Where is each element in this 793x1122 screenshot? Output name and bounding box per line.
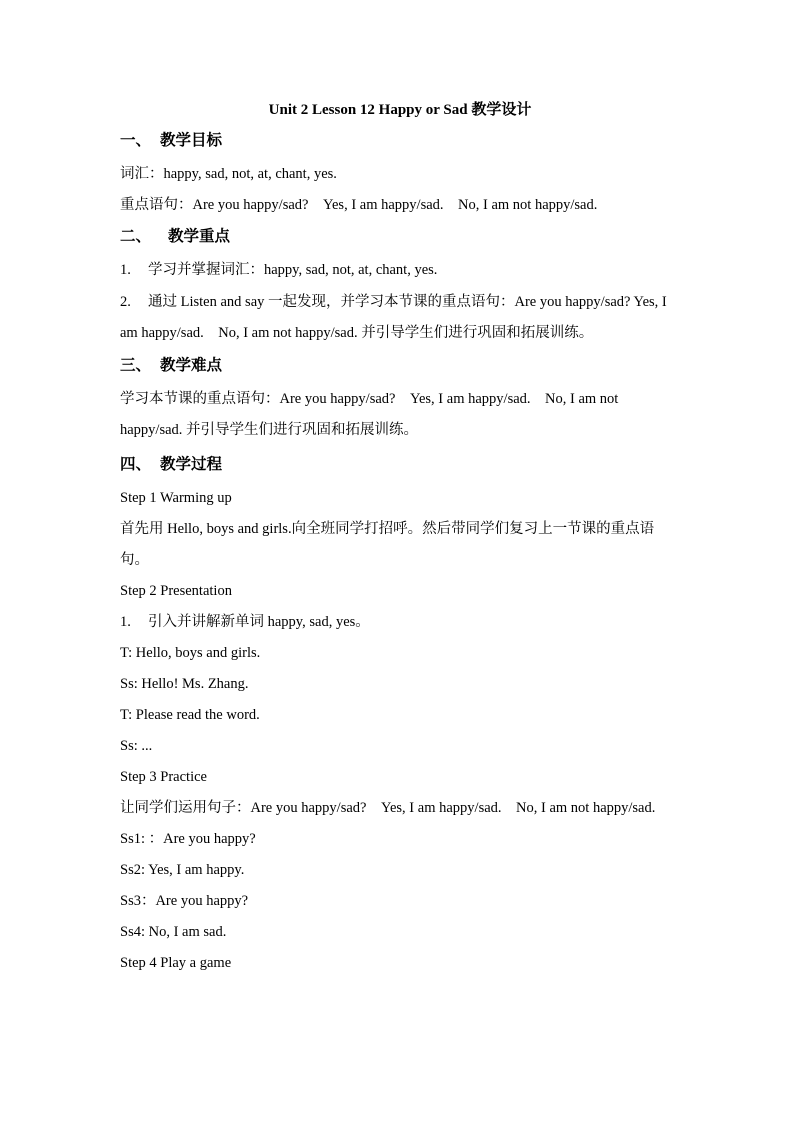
key-point-item-1	[120, 255, 680, 286]
dialog-line: Ss4: No, I am sad.	[120, 924, 227, 940]
step-heading-game: Step 4 Play a game	[120, 955, 232, 971]
section-title: 教学难点	[160, 357, 223, 374]
section-title: 教学重点	[168, 228, 231, 245]
item-text: 学习并掌握词汇：happy, sad, not, at, chant, yes.	[148, 262, 438, 278]
section-heading-difficulties	[120, 349, 680, 384]
item-text: 通过 Listen and say 一起发现，并学习本节课的重点语句：Are you happy/sad? Yes, I am happy/sad. No, I am not happy/sad. 并引导学生们进行巩固和拓展训练。	[120, 294, 667, 341]
step-heading-presentation: Step 2 Presentation	[120, 583, 232, 599]
difficulties-text: 学习本节课的重点语句：Are you happy/sad? Yes, I am happy/sad. No, I am not happy/sad. 并引导学生们进行巩固和拓展训练。	[120, 391, 619, 438]
document-title: Unit 2 Lesson 12 Happy or Sad 教学设计	[268, 102, 532, 118]
presentation-item-1	[120, 607, 680, 638]
dialog-line: T: Please read the word.	[120, 707, 260, 723]
dialog-line: Ss1: ：Are you happy?	[120, 831, 256, 847]
dialog-line: Ss2: Yes, I am happy.	[120, 862, 245, 878]
section-number: 四、	[120, 456, 152, 473]
practice-text: 让同学们运用句子：Are you happy/sad? Yes, I am happy/sad. No, I am not happy/sad.	[120, 800, 656, 816]
section-heading-objectives	[120, 128, 680, 159]
step-heading-warming-up: Step 1 Warming up	[120, 490, 232, 506]
document-page	[120, 100, 680, 979]
key-point-item-2	[120, 286, 680, 349]
dialog-line: Ss3：Are you happy?	[120, 893, 249, 909]
key-sentences-line: 重点语句：Are you happy/sad? Yes, I am happy/sad. No, I am not happy/sad.	[120, 197, 598, 213]
dialog-line: T: Hello, boys and girls.	[120, 645, 261, 661]
section-number: 三、	[120, 357, 152, 374]
section-number: 一、	[120, 132, 152, 149]
section-heading-process	[120, 446, 680, 483]
section-number: 二、	[120, 228, 152, 245]
section-heading-key-points	[120, 221, 680, 255]
item-number: 1.	[120, 262, 131, 278]
item-number: 1.	[120, 614, 131, 630]
vocabulary-line: 词汇：happy, sad, not, at, chant, yes.	[120, 166, 337, 182]
step-heading-practice: Step 3 Practice	[120, 769, 207, 785]
item-number: 2.	[120, 294, 131, 310]
dialog-line: Ss: ...	[120, 738, 153, 754]
dialog-line: Ss: Hello! Ms. Zhang.	[120, 676, 249, 692]
item-text: 引入并讲解新单词 happy, sad, yes。	[148, 614, 370, 630]
section-title: 教学过程	[160, 456, 223, 473]
section-title: 教学目标	[160, 132, 223, 149]
warming-up-text: 首先用 Hello, boys and girls.向全班同学打招呼。然后带同学们复习上一节课的重点语句。	[120, 521, 655, 568]
